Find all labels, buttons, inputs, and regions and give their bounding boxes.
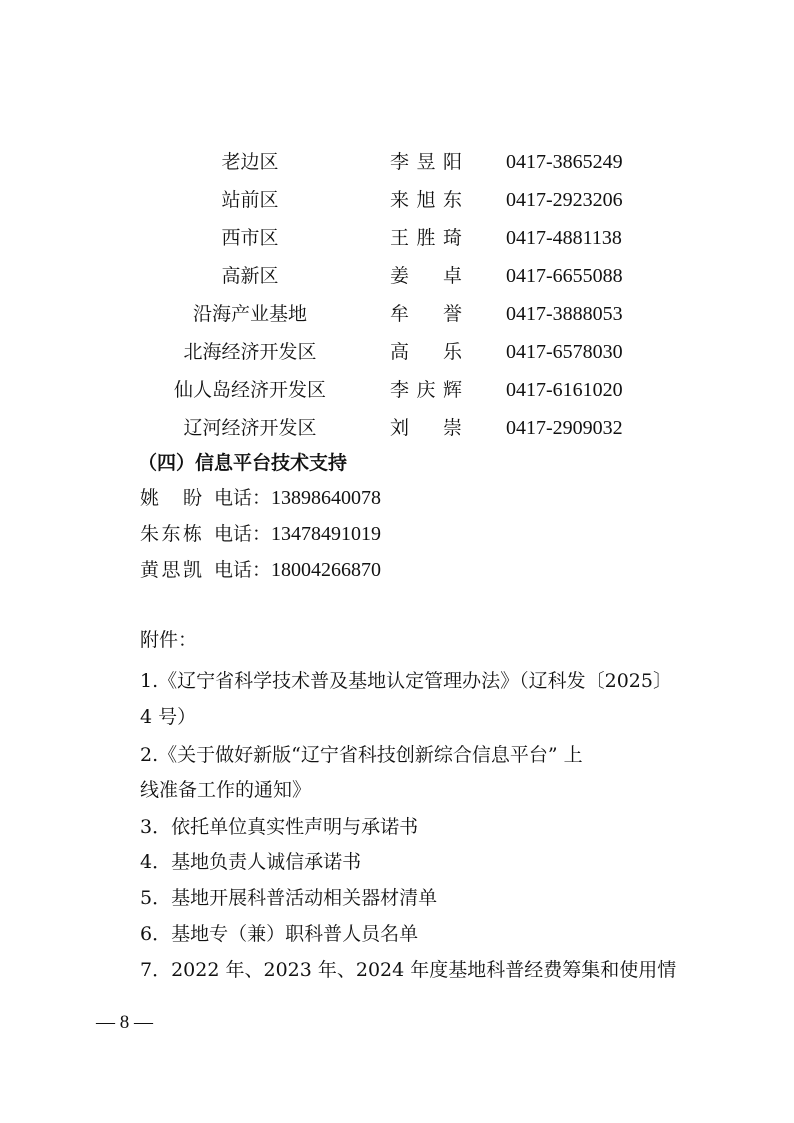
attachment-item: 4．基地负责人诚信承诺书 — [140, 851, 362, 873]
contact-phone: 0417-4881138 — [506, 227, 622, 249]
district-name: 沿海产业基地 — [192, 303, 307, 325]
support-contact-row — [140, 517, 381, 551]
attachment-item: 3．依托单位真实性声明与承诺书 — [140, 816, 419, 838]
contact-person: 姜卓 — [390, 265, 462, 287]
support-phone: 13478491019 — [271, 523, 382, 545]
contact-row — [0, 219, 794, 257]
support-name: 朱东栋 — [140, 523, 202, 545]
support-contact-row — [140, 481, 381, 515]
attachment-item: 2.《关于做好新版“辽宁省科技创新综合信息平台” 上 — [140, 744, 583, 766]
support-phone: 13898640078 — [271, 487, 382, 509]
support-phone: 18004266870 — [271, 559, 382, 581]
attachment-item: 6．基地专（兼）职科普人员名单 — [140, 923, 419, 945]
section-heading: （四）信息平台技术支持 — [138, 452, 348, 474]
contact-person: 王胜琦 — [390, 227, 462, 249]
phone-label: 电话： — [214, 523, 272, 545]
contact-person: 李昱阳 — [390, 151, 462, 173]
contact-phone: 0417-3865249 — [506, 151, 623, 173]
contact-person: 来旭东 — [390, 189, 462, 211]
attachment-item: 1.《辽宁省科学技术普及基地认定管理办法》（辽科发〔2025〕 — [140, 670, 672, 692]
district-name: 仙人岛经济开发区 — [173, 379, 326, 401]
attachment-item-continued: 4 号） — [140, 706, 197, 728]
contact-row — [0, 181, 794, 219]
contact-row — [0, 257, 794, 295]
phone-label: 电话： — [214, 559, 272, 581]
district-name: 老边区 — [221, 151, 279, 173]
contact-phone: 0417-3888053 — [506, 303, 623, 325]
attachments-title: 附件： — [140, 629, 198, 651]
support-name: 黄思凯 — [140, 559, 202, 581]
contact-row — [0, 333, 794, 371]
attachment-item-continued: 线准备工作的通知》 — [140, 779, 312, 801]
contact-phone: 0417-6655088 — [506, 265, 623, 287]
contact-phone: 0417-6578030 — [506, 341, 623, 363]
contact-row — [0, 295, 794, 333]
support-contact-row — [140, 553, 381, 587]
contact-row — [0, 409, 794, 447]
attachment-item: 5．基地开展科普活动相关器材清单 — [140, 887, 438, 909]
contact-person: 牟誉 — [390, 303, 462, 325]
attachment-item: 7．2022 年、2023 年、2024 年度基地科普经费筹集和使用情 — [140, 959, 677, 981]
contact-row — [0, 143, 794, 181]
contact-phone: 0417-2923206 — [506, 189, 623, 211]
contact-person: 李庆辉 — [390, 379, 462, 401]
support-name: 姚盼 — [140, 487, 202, 509]
contact-person: 刘崇 — [390, 417, 462, 439]
district-name: 北海经济开发区 — [183, 341, 317, 363]
district-name: 辽河经济开发区 — [183, 417, 317, 439]
contact-phone: 0417-2909032 — [506, 417, 623, 439]
page-number: — 8 — — [96, 1012, 153, 1033]
contact-person: 高乐 — [390, 341, 462, 363]
district-name: 西市区 — [221, 227, 279, 249]
phone-label: 电话： — [214, 487, 272, 509]
contact-phone: 0417-6161020 — [506, 379, 623, 401]
contact-row — [0, 371, 794, 409]
district-name: 站前区 — [221, 189, 279, 211]
district-name: 高新区 — [221, 265, 279, 287]
